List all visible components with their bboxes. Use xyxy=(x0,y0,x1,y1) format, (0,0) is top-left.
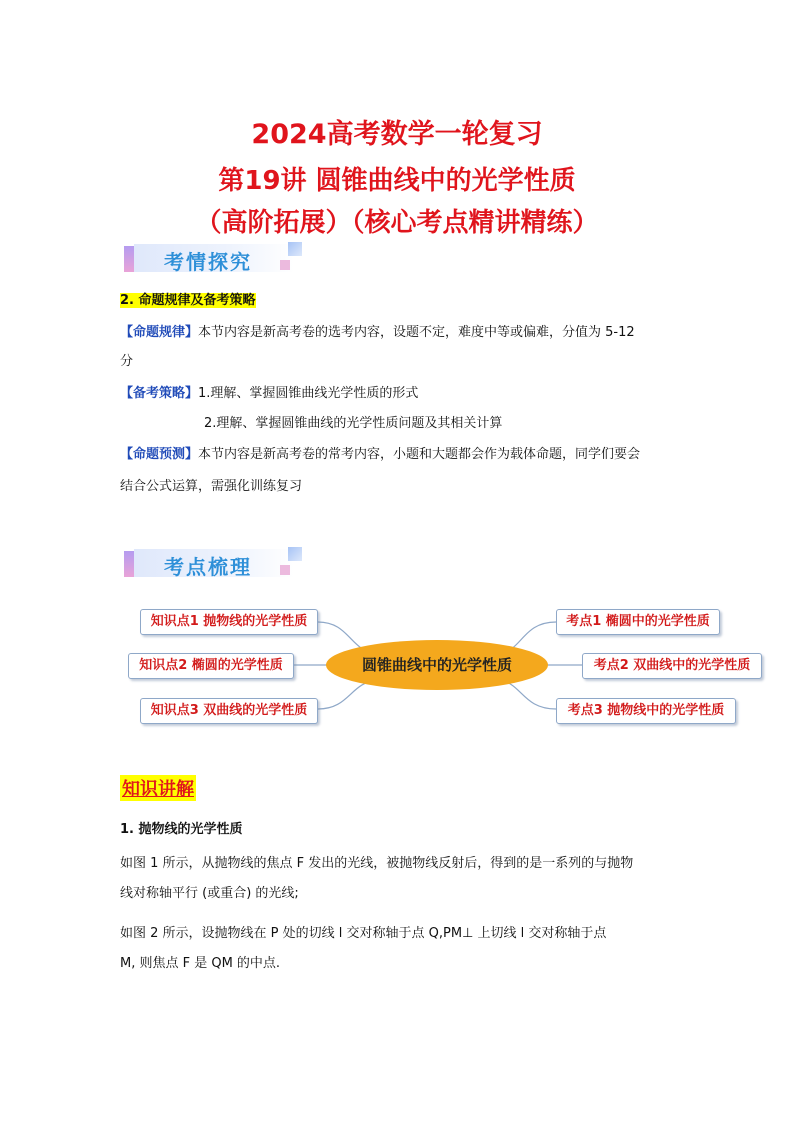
strategy-line-1 xyxy=(120,384,418,404)
mindmap-left-node-1: 知识点1 抛物线的光学性质 xyxy=(140,609,318,635)
mindmap-right-node-3: 考点3 抛物线中的光学性质 xyxy=(556,698,736,724)
strategy-tag: 【备考策略】 xyxy=(120,386,199,401)
title-line-2: 第19讲 圆锥曲线中的光学性质 xyxy=(218,166,576,196)
banner-label: 考点梳理 xyxy=(164,555,252,579)
rule-text: 本节内容是新高考卷的选考内容，设题不定，难度中等或偏难，分值为 5-12 xyxy=(198,325,635,340)
strategy-text-2: 2.理解、掌握圆锥曲线的光学性质问题及其相关计算 xyxy=(204,416,503,431)
knowledge-subheading: 1. 抛物线的光学性质 xyxy=(120,822,243,837)
mindmap-center-node: 圆锥曲线中的光学性质 xyxy=(326,640,548,690)
rule-text-cont: 分 xyxy=(120,354,134,369)
paragraph-2-line-2: M, 则焦点 F 是 QM 的中点. xyxy=(120,956,281,971)
paragraph-2-line-1: 如图 2 所示，设抛物线在 P 处的切线 l 交对称轴于点 Q,PM⊥ 上切线 l 交对称轴于点 xyxy=(120,926,607,941)
predict-text-cont: 结合公式运算，需强化训练复习 xyxy=(120,479,303,494)
rule-tag: 【命题规律】 xyxy=(120,325,199,340)
predict-paragraph xyxy=(120,445,700,465)
banner-decor-icon xyxy=(288,547,302,561)
mindmap-left-node-3: 知识点3 双曲线的光学性质 xyxy=(140,698,318,724)
banner-decor-icon xyxy=(280,260,290,270)
rule-paragraph xyxy=(120,323,700,343)
banner-key-points xyxy=(124,545,304,579)
mindmap-left-node-2: 知识点2 椭圆的光学性质 xyxy=(128,653,294,679)
paragraph-1-line-1: 如图 1 所示，从抛物线的焦点 F 发出的光线，被抛物线反射后，得到的是一系列的与抛物 xyxy=(120,856,634,871)
title-line-3: （高阶拓展）（核心考点精讲精练） xyxy=(195,208,599,238)
banner-label: 考情探究 xyxy=(164,250,252,274)
strategy-text-1: 1.理解、掌握圆锥曲线光学性质的形式 xyxy=(198,386,419,401)
paragraph-1-line-2: 线对称轴平行 (或重合) 的光线; xyxy=(120,886,299,901)
title-line-1: 2024高考数学一轮复习 xyxy=(251,119,543,150)
banner-decor-icon xyxy=(280,565,290,575)
predict-text: 本节内容是新高考卷的常考内容，小题和大题都会作为载体命题，同学们要会 xyxy=(198,447,641,462)
knowledge-heading: 知识讲解 xyxy=(120,775,196,801)
mindmap-right-node-2: 考点2 双曲线中的光学性质 xyxy=(582,653,762,679)
banner-exam-analysis xyxy=(124,240,304,274)
section-heading: 2. 命题规律及备考策略 xyxy=(120,293,256,308)
predict-tag: 【命题预测】 xyxy=(120,447,199,462)
banner-decor-icon xyxy=(288,242,302,256)
mindmap-right-node-1: 考点1 椭圆中的光学性质 xyxy=(556,609,720,635)
